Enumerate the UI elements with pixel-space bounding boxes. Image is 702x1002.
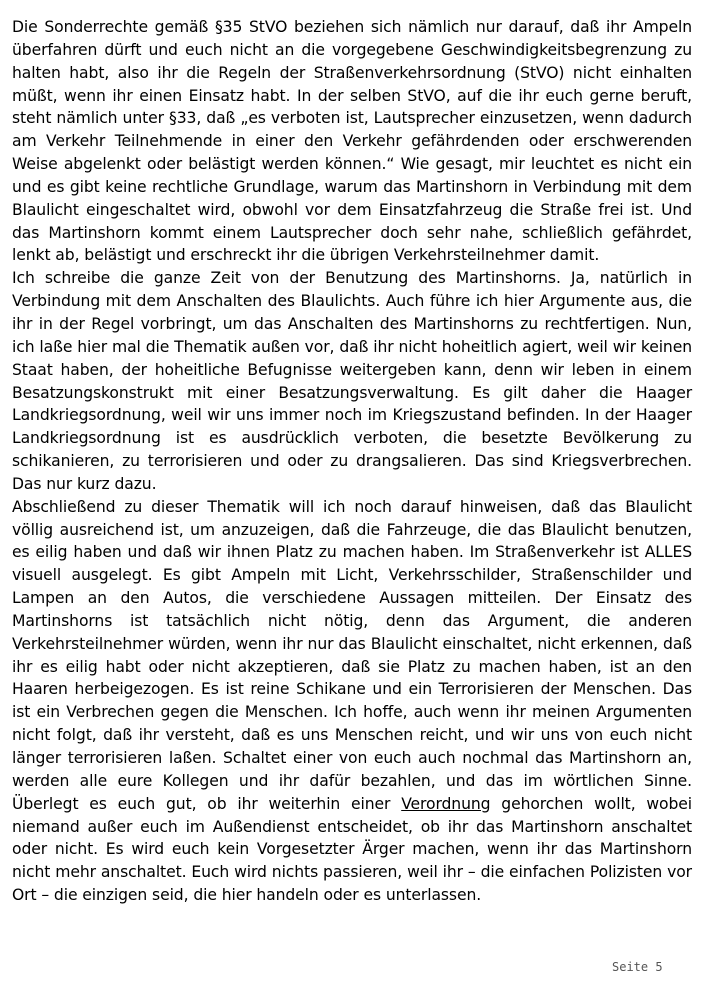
paragraph-abschliessend-text-after: gehorchen wollt, wobei niemand außer euch im Außendienst entscheidet, ob ihr das Martinshorn anschaltet oder nicht. Es wird euch kein Vorgesetzter Ärger machen, wenn ihr das Martinshorn nicht mehr anschaltet. Euch wird nichts passieren, weil ihr – die einfachen Polizisten vor Ort – die einzigen seid, die hier handeln oder es unterlassen.: [12, 794, 693, 905]
underlined-word-verordnung: Verordnung: [401, 794, 491, 813]
page-number: Seite 5: [612, 960, 663, 974]
paragraph-sonderrechte: Die Sonderrechte gemäß §35 StVO beziehen sich nämlich nur darauf, daß ihr Ampeln überfahren dürft und euch nicht an die vorgegebene Geschwindigkeitsbegrenzung zu halten habt, also ihr die Regeln der Straßenverkehrsordnung (StVO) nicht einhalten müßt, wenn ihr einen Einsatz habt. In der selben StVO, auf die ihr euch gerne beruft, steht nämlich unter §33, daß „es verboten ist, Lautsprecher einzusetzen, wenn dadurch am Verkehr Teilnehmende in einer den Verkehr gefährdenden oder erschwerenden Weise abgelenkt oder belästigt werden können.“ Wie gesagt, mir leuchtet es nicht ein und es gibt keine rechtliche Grundlage, warum das Martinshorn in Verbindung mit dem Blaulicht eingeschaltet wird, obwohl vor dem Einsatzfahrzeug die Straße frei ist. Und das Martinshorn kommt einem Lautsprecher doch sehr nahe, schließlich gefährdet, lenkt ab, belästigt und erschreckt ihr die übrigen Verkehrsteilnehmer damit.: [12, 18, 692, 265]
paragraph-abschliessend-text-before: Abschließend zu dieser Thematik will ich noch darauf hinweisen, daß das Blaulicht völlig ausreichend ist, um anzuzeigen, daß die Fahrzeuge, die das Blaulicht benutzen, es eilig haben und daß wir ihnen Platz zu machen haben. Im Straßenverkehr ist ALLES visuell ausgelegt. Es gibt Ampeln mit Licht, Verkehrsschilder, Straßenschilder und Lampen an den Autos, die verschiedene Aussagen mitteilen. Der Einsatz des Martinshorns ist tatsächlich nicht nötig, denn das Argument, die anderen Verkehrsteilnehmer würden, wenn ihr nur das Blaulicht einschaltet, nicht erkennen, daß ihr es eilig habt oder nicht akzeptieren, daß sie Platz zu machen haben, ist an den Haaren herbeigezogen. Es ist reine Schikane und ein Terrorisieren der Menschen. Das ist ein Verbrechen gegen die Menschen. Ich hoffe, auch wenn ihr meinen Argumenten nicht folgt, daß ihr versteht, daß es uns Menschen reicht, und wir uns von euch nicht länger terrorisieren laßen. Schaltet einer von euch auch nochmal das Martinshorn an, werden alle eure Kollegen und ihr dafür bezahlen, und das im wörtlichen Sinne. Überlegt es euch gut, ob ihr weiterhin einer: [12, 497, 692, 813]
paragraph-martinshorn-benutzung: Ich schreibe die ganze Zeit von der Benutzung des Martinshorns. Ja, natürlich in Verbindung mit dem Anschalten des Blaulichts. Auch führe ich hier Argumente aus, die ihr in der Regel vorbringt, um das Anschalten des Martinshorns zu rechtfertigen. Nun, ich laße hier mal die Thematik außen vor, daß ihr nicht hoheitlich agiert, weil wir keinen Staat haben, der hoheitliche Befugnisse weitergeben kann, denn wir leben in einem Besatzungskonstrukt mit einer Besatzungsverwaltung. Es gilt daher die Haager Landkriegsordnung, weil wir uns immer noch im Kriegszustand befinden. In der Haager Landkriegsordnung ist es ausdrücklich verboten, die besetzte Bevölkerung zu schikanieren, zu terrorisieren und oder zu drangsalieren. Das sind Kriegsverbrechen. Das nur kurz dazu.: [12, 269, 692, 493]
paragraph-abschliessend: [12, 496, 692, 907]
document-body: [12, 16, 692, 907]
